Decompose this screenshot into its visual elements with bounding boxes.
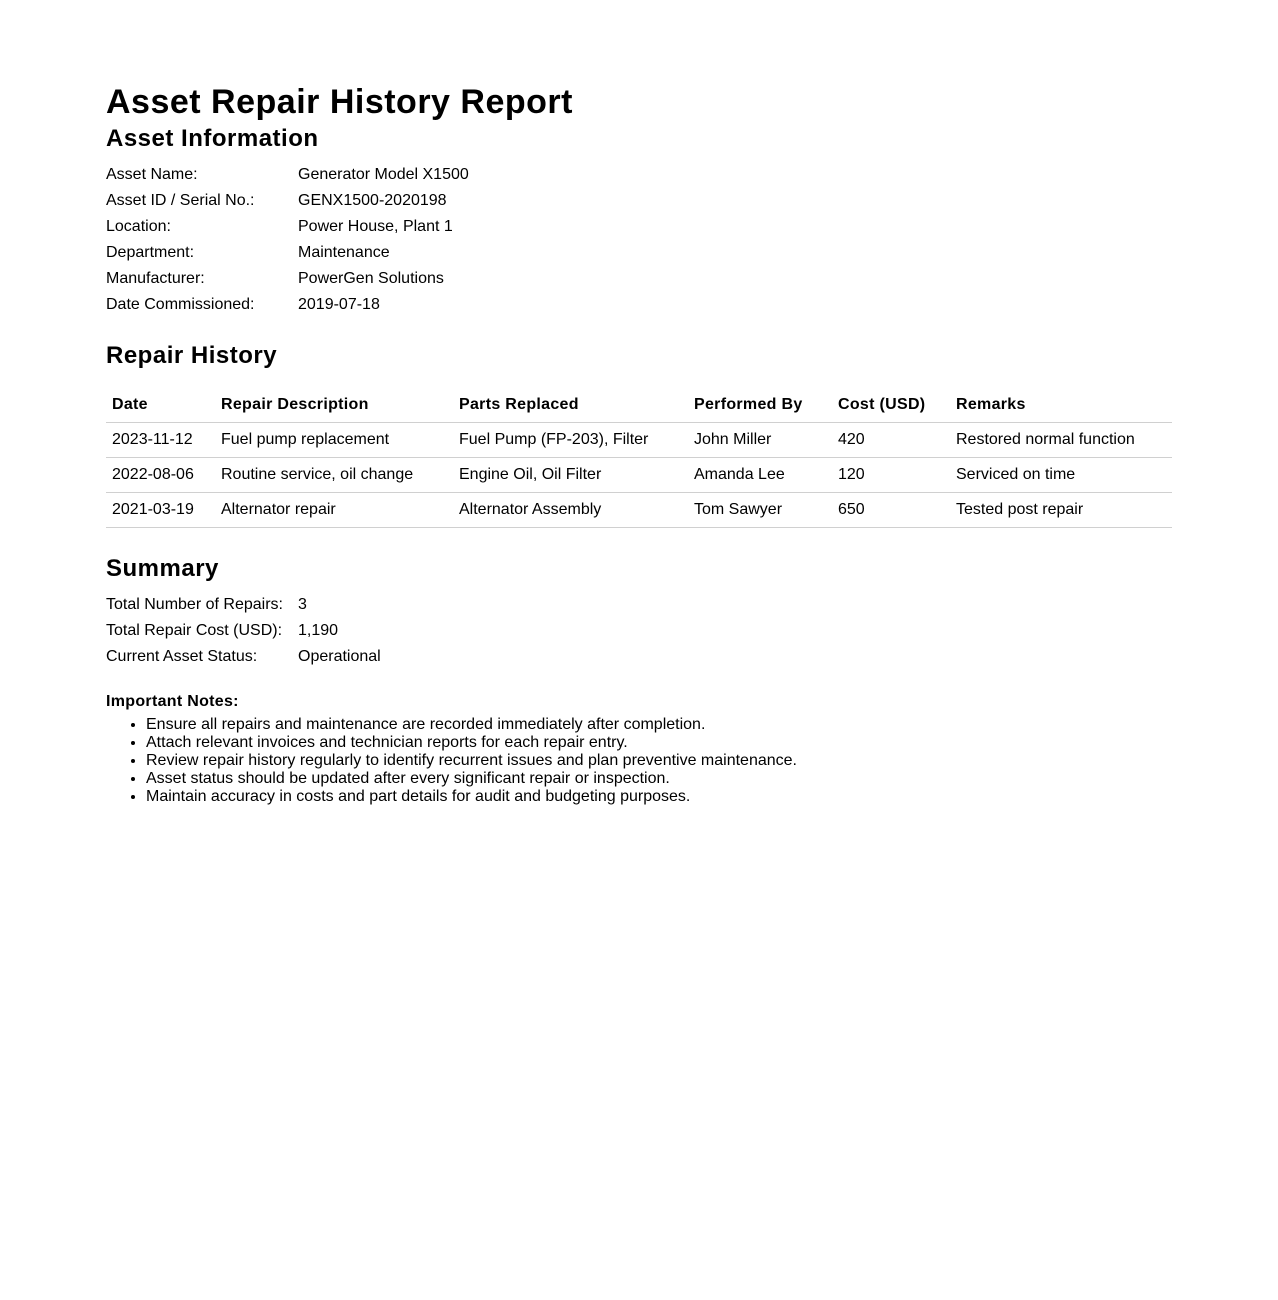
list-item: • Maintain accuracy in costs and part details for audit and budgeting purposes.: [146, 788, 1172, 806]
asset-information-heading: Asset Information: [106, 125, 319, 152]
cell-performed-by: John Miller: [688, 423, 832, 458]
summary-value: Operational: [298, 648, 381, 665]
cell-parts: Engine Oil, Oil Filter: [453, 458, 688, 493]
asset-info-row: [106, 292, 1172, 318]
cell-date: 2023-11-12: [106, 423, 215, 458]
column-header-cost: Cost (USD): [832, 387, 950, 423]
asset-info-value: Power House, Plant 1: [298, 218, 453, 235]
list-item: • Ensure all repairs and maintenance are recorded immediately after completion.: [146, 716, 1172, 734]
asset-info-label: Date Commissioned:: [106, 296, 255, 313]
summary-value: 1,190: [298, 622, 339, 639]
list-item: • Review repair history regularly to identify recurrent issues and plan preventive maintenance.: [146, 752, 1172, 770]
asset-info-row: [106, 240, 1172, 266]
summary-label: Total Number of Repairs:: [106, 596, 283, 613]
column-header-remarks: Remarks: [950, 387, 1172, 423]
list-item: • Attach relevant invoices and technician reports for each repair entry.: [146, 734, 1172, 752]
summary-label: Total Repair Cost (USD):: [106, 622, 283, 639]
important-notes-title: Important Notes:: [106, 693, 239, 710]
asset-info-row: [106, 214, 1172, 240]
table-row: [106, 458, 1172, 493]
page-title: Asset Repair History Report: [106, 83, 573, 121]
summary-row: [106, 592, 1172, 618]
column-header-performed-by: Performed By: [688, 387, 832, 423]
cell-description: Alternator repair: [215, 493, 453, 528]
table-row: [106, 493, 1172, 528]
asset-info-label: Manufacturer:: [106, 270, 205, 287]
summary-heading: Summary: [106, 555, 219, 582]
asset-info-value: Generator Model X1500: [298, 166, 469, 183]
cell-description: Fuel pump replacement: [215, 423, 453, 458]
cell-parts: Alternator Assembly: [453, 493, 688, 528]
summary-row: [106, 644, 1172, 670]
repair-history-table: [106, 387, 1172, 528]
asset-info-value: GENX1500-2020198: [298, 192, 447, 209]
asset-info-row: [106, 188, 1172, 214]
asset-info-row: [106, 162, 1172, 188]
repair-history-heading: Repair History: [106, 342, 278, 369]
column-header-date: Date: [106, 387, 215, 423]
cell-cost: 650: [832, 493, 950, 528]
cell-cost: 420: [832, 423, 950, 458]
asset-info-label: Asset Name:: [106, 166, 198, 183]
asset-info-label: Asset ID / Serial No.:: [106, 192, 255, 209]
cell-remarks: Serviced on time: [950, 458, 1172, 493]
asset-info-value: PowerGen Solutions: [298, 270, 444, 287]
asset-info-label: Department:: [106, 244, 195, 261]
cell-date: 2021-03-19: [106, 493, 215, 528]
cell-performed-by: Tom Sawyer: [688, 493, 832, 528]
important-notes-list: [106, 716, 1172, 806]
cell-remarks: Restored normal function: [950, 423, 1172, 458]
cell-description: Routine service, oil change: [215, 458, 453, 493]
asset-info-row: [106, 266, 1172, 292]
summary-value: 3: [298, 596, 307, 613]
cell-performed-by: Amanda Lee: [688, 458, 832, 493]
list-item: • Asset status should be updated after every significant repair or inspection.: [146, 770, 1172, 788]
summary-label: Current Asset Status:: [106, 648, 258, 665]
table-header-row: [106, 387, 1172, 423]
asset-info-value: 2019-07-18: [298, 296, 380, 313]
cell-parts: Fuel Pump (FP-203), Filter: [453, 423, 688, 458]
table-row: [106, 423, 1172, 458]
summary-list: [106, 592, 1172, 670]
asset-information-list: [106, 162, 1172, 318]
cell-remarks: Tested post repair: [950, 493, 1172, 528]
asset-info-label: Location:: [106, 218, 171, 235]
summary-row: [106, 618, 1172, 644]
cell-cost: 120: [832, 458, 950, 493]
column-header-parts: Parts Replaced: [453, 387, 688, 423]
asset-info-value: Maintenance: [298, 244, 390, 261]
column-header-description: Repair Description: [215, 387, 453, 423]
cell-date: 2022-08-06: [106, 458, 215, 493]
